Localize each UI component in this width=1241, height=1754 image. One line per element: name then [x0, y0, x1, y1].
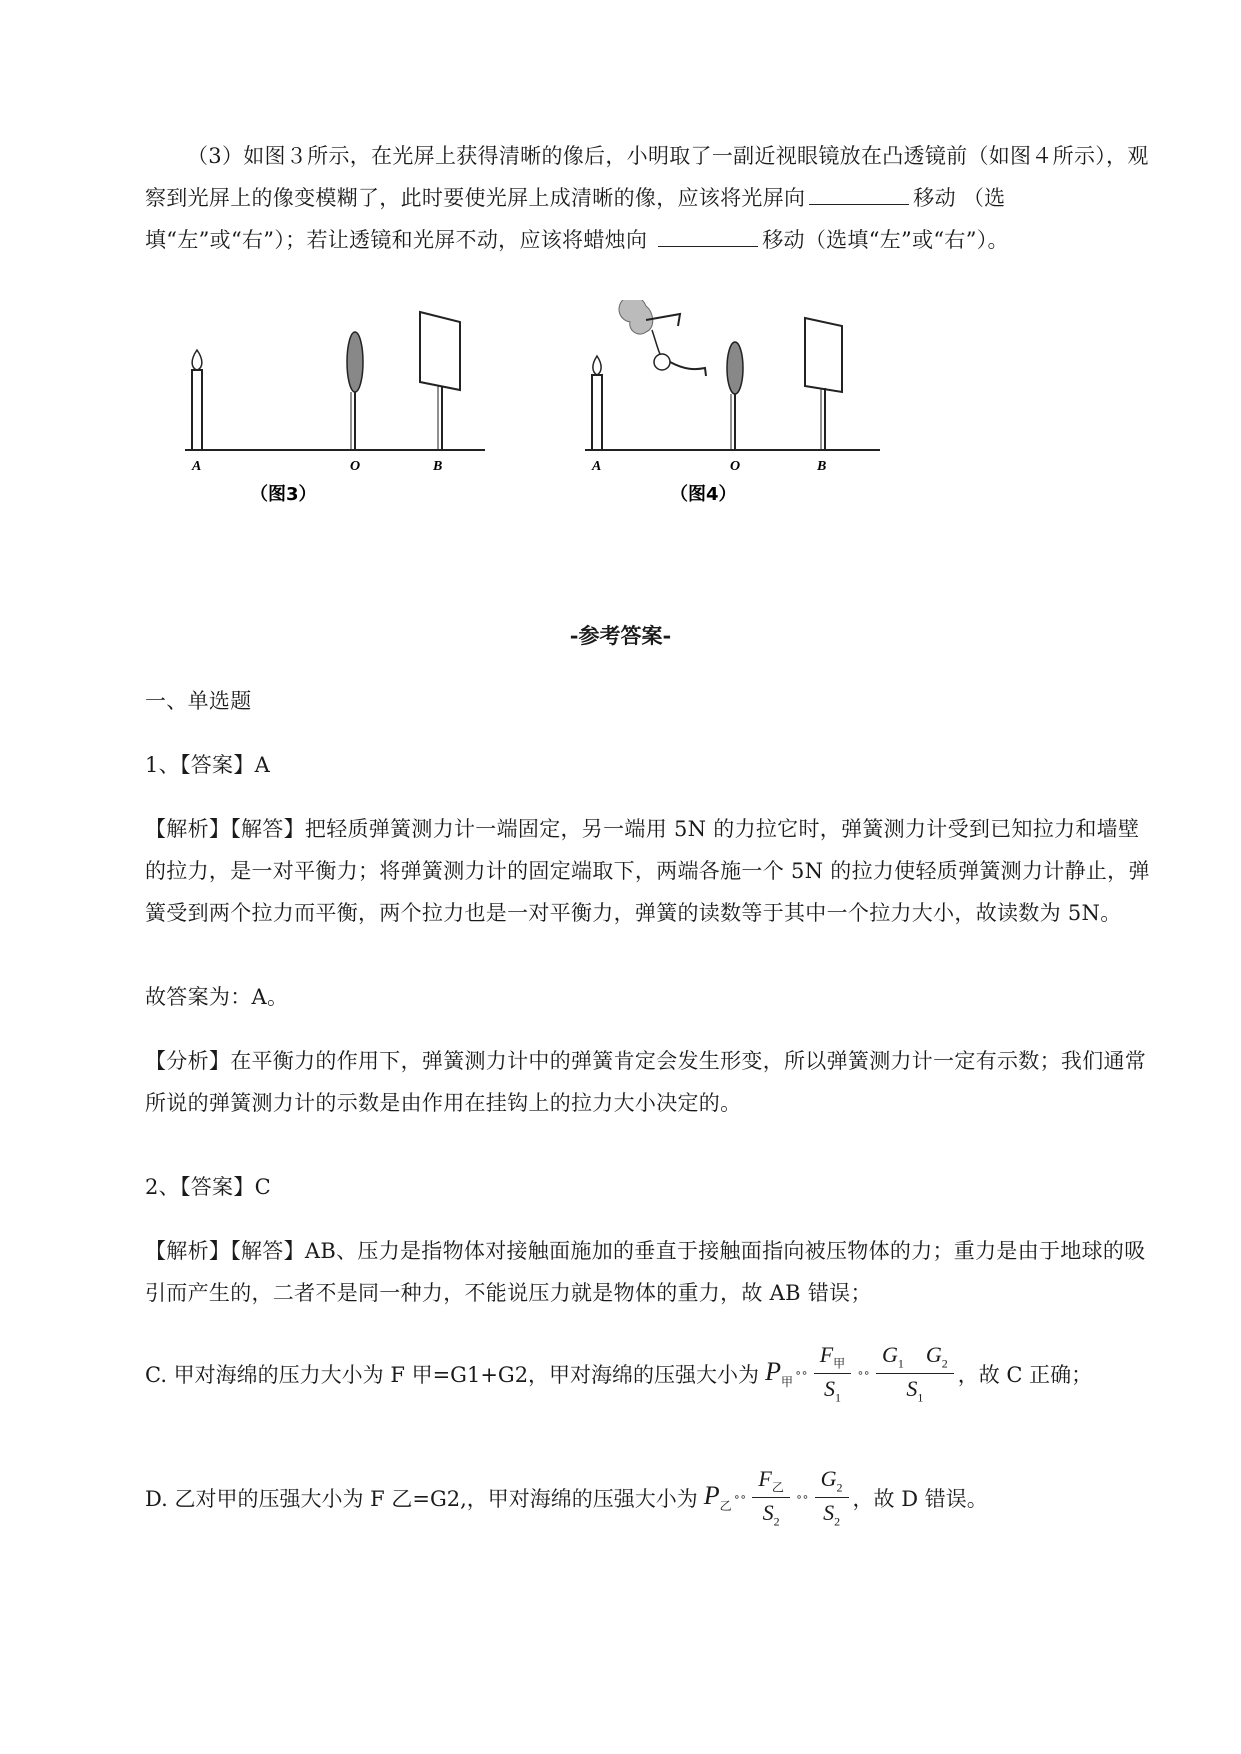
question-3-paragraph [145, 135, 1155, 261]
myopia-glasses-icon [619, 300, 706, 376]
flame-icon [593, 356, 601, 375]
option-c-text: C. 甲对海绵的压力大小为 F 甲=G1+G2，甲对海绵的压强大小为 [145, 1362, 760, 1387]
question-3-text-1: （3）如图３所示，在光屏上获得清晰的像后，小明取了一副近视眼镜放在凸透镜前（如图４所示），观察到光屏上的像变模糊了，此时要使光屏上成清晰的像，应该将光屏向 [145, 144, 1149, 210]
figure-4-caption: （图4） [670, 484, 737, 505]
option-c-end: ，故 C 正确； [957, 1362, 1093, 1387]
q2-answer: 2、【答案】C [145, 1175, 272, 1199]
question-3-text-2: 移动 （选填“左”或“右”）；若让透镜和光屏不动，应该将蜡烛向 [145, 186, 1006, 252]
convex-lens-icon [347, 332, 363, 392]
q2-option-d [145, 1466, 988, 1530]
figure-3 [180, 300, 500, 510]
answers-heading: -参考答案- [569, 623, 672, 648]
q2-analysis: 【解析】【解答】AB、压力是指物体对接触面施加的垂直于接触面指向被压物体的力；重力是由于地球的吸引而产生的，二者不是同一种力，不能说压力就是物体的重力，故 AB 错误； [145, 1239, 1146, 1305]
fraction-g-over-s2: $\frac{G_2}{S_2}$ [815, 1466, 849, 1530]
equals-mark: ∘∘ [733, 1490, 747, 1506]
option-d-text: D. 乙对甲的压强大小为 F 乙=G2,，甲对海绵的压强大小为 [145, 1486, 698, 1511]
figure-3-caption: （图3） [250, 484, 317, 505]
q1-answer: 1、【答案】A [145, 753, 271, 777]
fraction-f-over-s1: $\frac{F_甲}{S_1}$ [814, 1342, 851, 1406]
pressure-symbol: $P_甲$ [765, 1357, 793, 1390]
candle-icon [592, 375, 602, 450]
fraction-f-over-s2: $\frac{F_乙}{S_2}$ [752, 1466, 789, 1530]
equals-mark: ∘∘ [857, 1366, 870, 1382]
section-title: 一、单选题 [145, 689, 252, 713]
light-screen-icon [420, 312, 460, 390]
point-b-label: B [433, 459, 443, 474]
q1-note: 【分析】在平衡力的作用下，弹簧测力计中的弹簧肯定会发生形变，所以弹簧测力计一定有示数；我们通常所说的弹簧测力计的示数是由作用在挂钩上的拉力大小决定的。 [145, 1049, 1147, 1115]
fraction-g-over-s1: $\frac{G_1 G_2}{S_1}$ [876, 1342, 954, 1406]
q1-conclusion: 故答案为：A。 [145, 985, 289, 1009]
option-d-end: ，故 D 错误。 [852, 1486, 988, 1511]
equals-mark: ∘∘ [795, 1490, 809, 1506]
q1-analysis: 【解析】【解答】把轻质弹簧测力计一端固定，另一端用 5N 的力拉它时，弹簧测力计受到已知拉力和墙壁的拉力，是一对平衡力；将弹簧测力计的固定端取下，两端各施一个 5N 的拉力使轻质弹簧测力计静止，弹簧受到两个拉力而平衡，两个拉力也是一对平衡力，弹簧的读数等于其中一个拉力大小，故读数为 5N。 [145, 817, 1150, 925]
figure-4 [580, 300, 900, 510]
point-a-label: A [192, 459, 202, 474]
equals-mark: ∘∘ [794, 1366, 808, 1382]
light-screen-icon [805, 318, 842, 392]
flame-icon [192, 350, 202, 370]
question-3-text-3: 移动（选填“左”或“右”）。 [762, 228, 1009, 252]
point-o-label: O [730, 459, 741, 474]
pressure-symbol: $P_乙$ [703, 1481, 732, 1514]
convex-lens-icon [727, 342, 743, 394]
answer-blank-2[interactable] [658, 228, 758, 247]
point-b-label: B [817, 459, 827, 474]
point-o-label: O [350, 459, 361, 474]
candle-icon [192, 370, 202, 450]
answer-blank-1[interactable] [809, 186, 909, 205]
point-a-label: A [592, 459, 602, 474]
q2-option-c [145, 1342, 1092, 1406]
